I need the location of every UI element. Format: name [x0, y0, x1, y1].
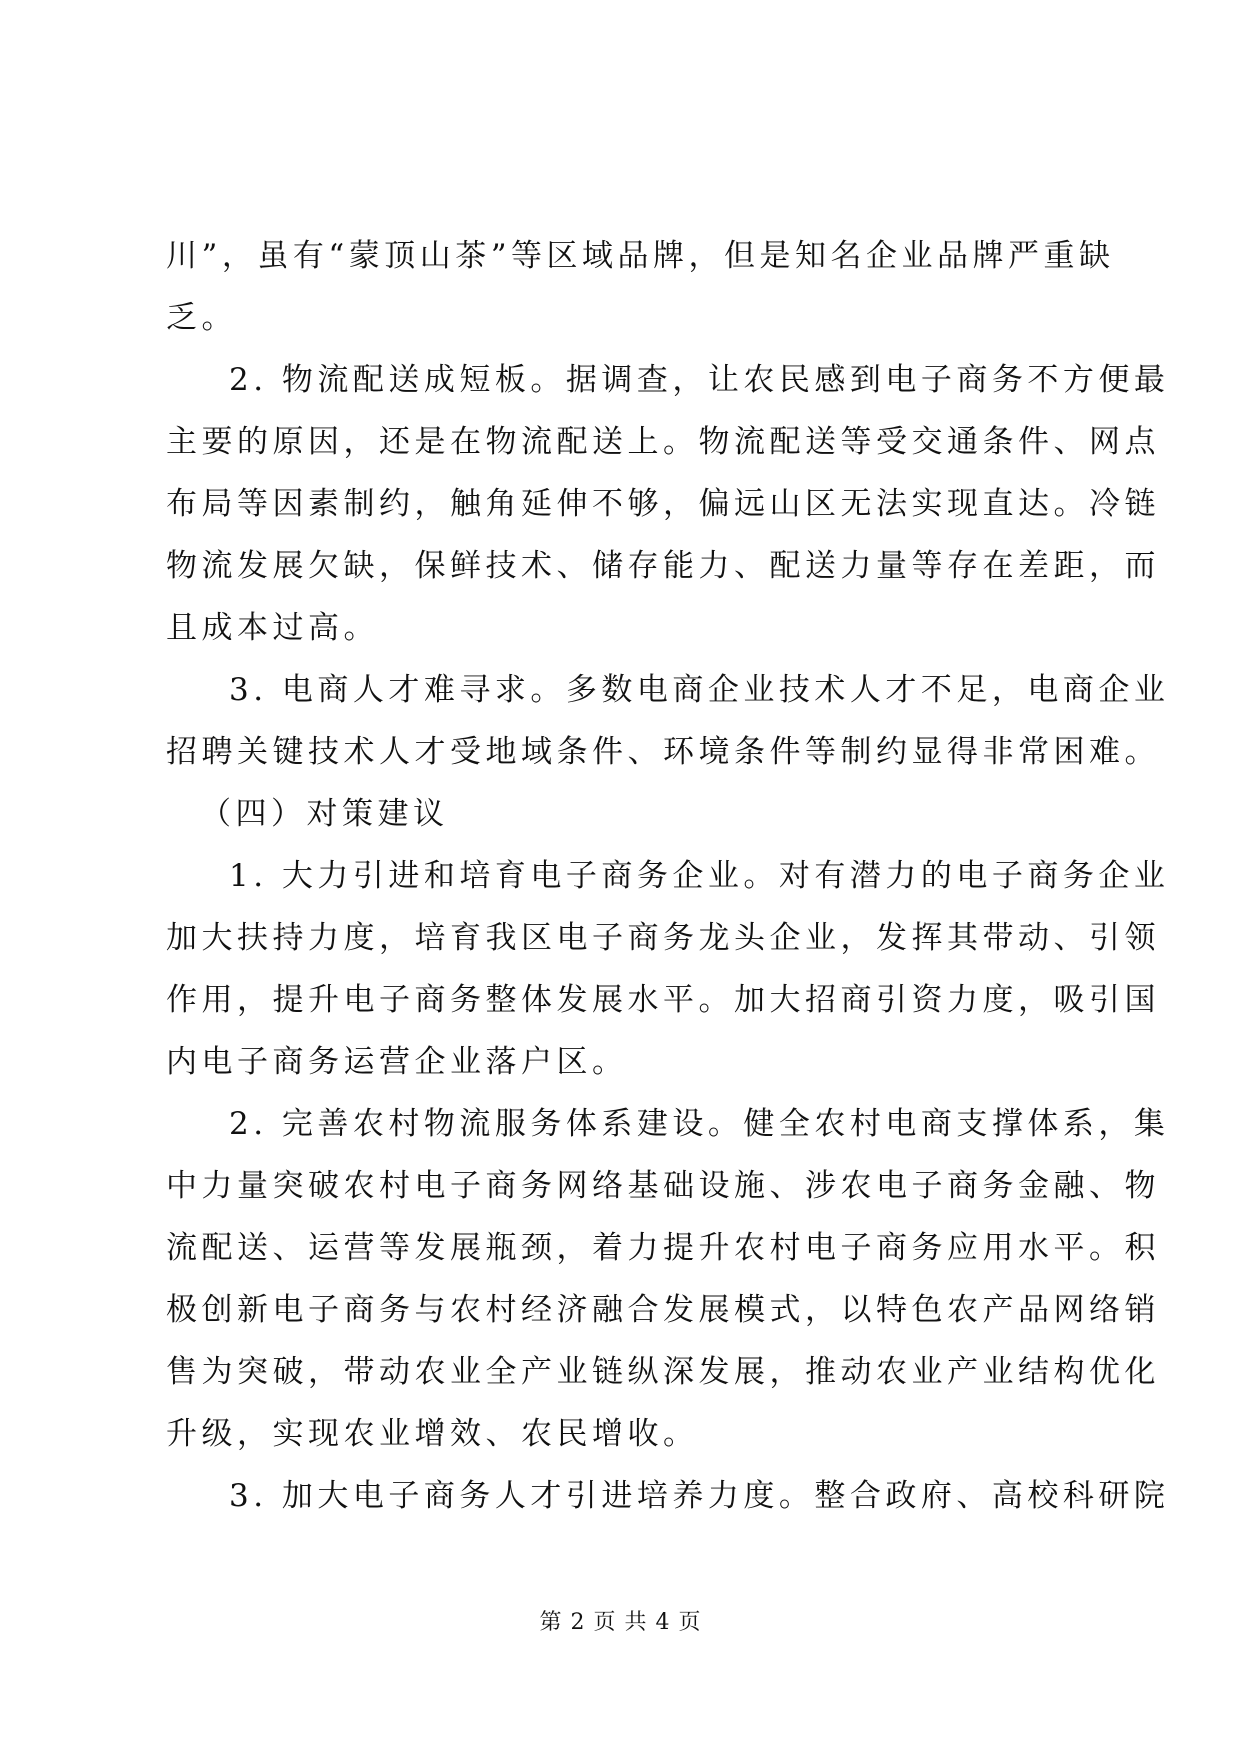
page-footer: 第 2 页 共 4 页	[539, 1610, 702, 1635]
section-heading: （四）对策建议	[200, 796, 449, 832]
body-text-line: 川”，虽有“蒙顶山茶”等区域品牌，但是知名企业品牌严重缺	[166, 238, 1115, 274]
body-text-line: 中力量突破农村电子商务网络基础设施、涉农电子商务金融、物	[166, 1168, 1160, 1204]
paragraph-first-line: 3. 加大电子商务人才引进培养力度。整合政府、高校科研院	[229, 1478, 1170, 1514]
body-text-line: 物流发展欠缺，保鲜技术、储存能力、配送力量等存在差距，而	[166, 548, 1160, 584]
body-text-line: 作用，提升电子商务整体发展水平。加大招商引资力度，吸引国	[166, 982, 1160, 1018]
body-text-line: 主要的原因，还是在物流配送上。物流配送等受交通条件、网点	[166, 424, 1160, 460]
body-text-line: 流配送、运营等发展瓶颈，着力提升农村电子商务应用水平。积	[166, 1230, 1160, 1266]
paragraph-first-line: 1. 大力引进和培育电子商务企业。对有潜力的电子商务企业	[229, 858, 1170, 894]
body-text-line: 升级，实现农业增效、农民增收。	[166, 1416, 699, 1452]
body-text-line: 乏。	[166, 300, 237, 336]
body-text-line: 极创新电子商务与农村经济融合发展模式，以特色农产品网络销	[166, 1292, 1160, 1328]
body-text-line: 招聘关键技术人才受地域条件、环境条件等制约显得非常困难。	[166, 734, 1160, 770]
body-text-line: 内电子商务运营企业落户区。	[166, 1044, 628, 1080]
body-text-line: 且成本过高。	[166, 610, 379, 646]
paragraph-first-line: 2. 物流配送成短板。据调查，让农民感到电子商务不方便最	[229, 362, 1170, 398]
paragraph-first-line: 2. 完善农村物流服务体系建设。健全农村电商支撑体系，集	[229, 1106, 1170, 1142]
paragraph-first-line: 3. 电商人才难寻求。多数电商企业技术人才不足，电商企业	[229, 672, 1170, 708]
body-text-line: 售为突破，带动农业全产业链纵深发展，推动农业产业结构优化	[166, 1354, 1160, 1390]
body-text-line: 布局等因素制约，触角延伸不够，偏远山区无法实现直达。冷链	[166, 486, 1160, 522]
body-text-line: 加大扶持力度，培育我区电子商务龙头企业，发挥其带动、引领	[166, 920, 1160, 956]
